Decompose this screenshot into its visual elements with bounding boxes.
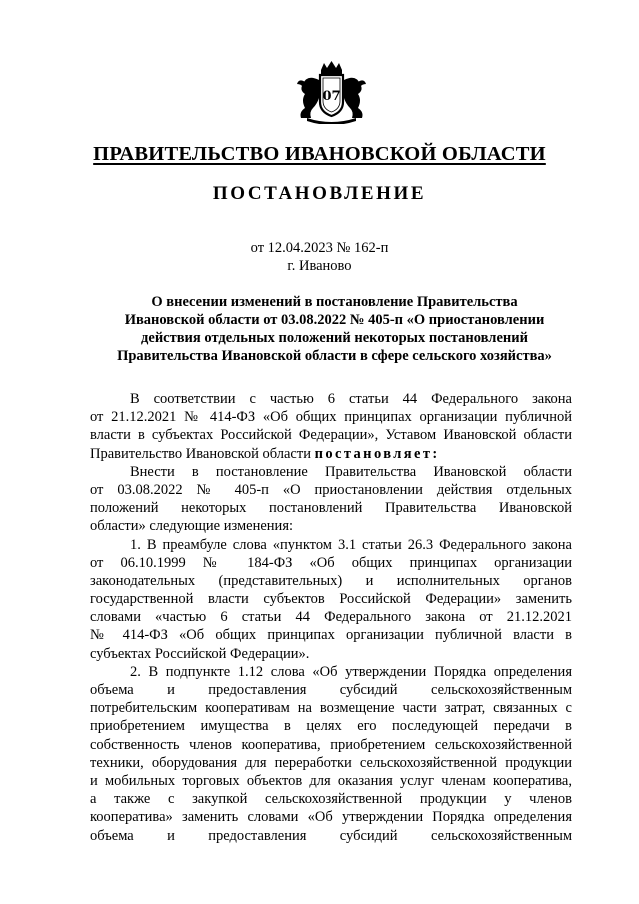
subject-line: О внесении изменений в постановление Правительства <box>151 294 518 310</box>
body-line: от 03.08.2022 № 405-п «О приостановлении действия отдельных <box>90 481 572 498</box>
body-line: от 06.10.1999 № 184-ФЗ «Об общих принципах организации <box>90 554 572 571</box>
subject-line: Ивановской области от 03.08.2022 № 405-п «О приостановлении <box>124 312 545 328</box>
document-body <box>90 390 572 845</box>
body-line: техники, оборудования для переработки сельскохозяйственной продукции <box>90 754 572 771</box>
body-line: государственной власти субъектов Российской Федерации» заменить <box>90 591 572 608</box>
body-line: Внести в постановление Правительства Ивановской области <box>130 463 572 480</box>
body-line: 2. В подпункте 1.12 слова «Об утверждении Порядка определения <box>130 663 572 680</box>
organization-title: ПРАВИТЕЛЬСТВО ИВАНОВСКОЙ ОБЛАСТИ <box>93 143 546 165</box>
decree-word: постановляет: <box>314 445 440 462</box>
body-line: власти в субъектах Российской Федерации», Уставом Ивановской области <box>90 427 572 444</box>
body-line: а также с закупкой сельскохозяйственной продукции у членов <box>90 791 572 808</box>
document-city: г. Иваново <box>287 258 352 274</box>
body-line: 1. В преамбуле слова «пунктом 3.1 статьи 26.3 Федерального закона <box>130 536 572 553</box>
coat-of-arms-icon <box>293 60 370 124</box>
svg-text:07: 07 <box>322 89 341 104</box>
subject-line: Правительства Ивановской области в сфере сельского хозяйства» <box>117 348 552 364</box>
body-line: собственность членов кооператива, приобретением сельскохозяйственной <box>90 736 572 753</box>
body-line: приобретением имущества в целях его последующей передачи в <box>90 718 572 735</box>
document-subject <box>90 293 579 365</box>
body-line: области» следующие изменения: <box>90 518 294 535</box>
body-line: и мобильных торговых объектов для оказания услуг членам кооператива, <box>90 772 572 789</box>
body-line: от 21.12.2021 № 414-ФЗ «Об общих принципах организации публичной <box>90 409 572 426</box>
body-line: положений некоторых постановлений Правительства Ивановской <box>90 500 572 517</box>
body-line: № 414-ФЗ «Об общих принципах организации публичной власти в <box>90 627 572 644</box>
body-line: объема и предоставления субсидий сельскохозяйственным <box>90 682 572 698</box>
document-date-number: от 12.04.2023 № 162-п <box>250 240 389 256</box>
body-line: В соответствии с частью 6 статьи 44 Федерального закона <box>130 391 572 407</box>
body-text-run: Правительство Ивановской области <box>90 445 315 462</box>
body-line: потребительским кооперативам на возмещение части затрат, связанных с <box>90 700 572 717</box>
body-line: объема и предоставления субсидий сельскохозяйственным <box>90 827 572 844</box>
body-line: кооператива» заменить словами «Об утверждении Порядка определения <box>90 809 572 826</box>
body-line <box>90 445 572 463</box>
body-line: субъектах Российской Федерации». <box>90 645 310 662</box>
subject-line: действия отдельных положений некоторых постановлений <box>141 330 528 346</box>
document-type: ПОСТАНОВЛЕНИЕ <box>212 183 427 204</box>
body-line: словами «частью 6 статьи 44 Федерального закона от 21.12.2021 <box>90 609 572 626</box>
body-line: законодательных (представительных) и исполнительных органов <box>90 572 572 589</box>
